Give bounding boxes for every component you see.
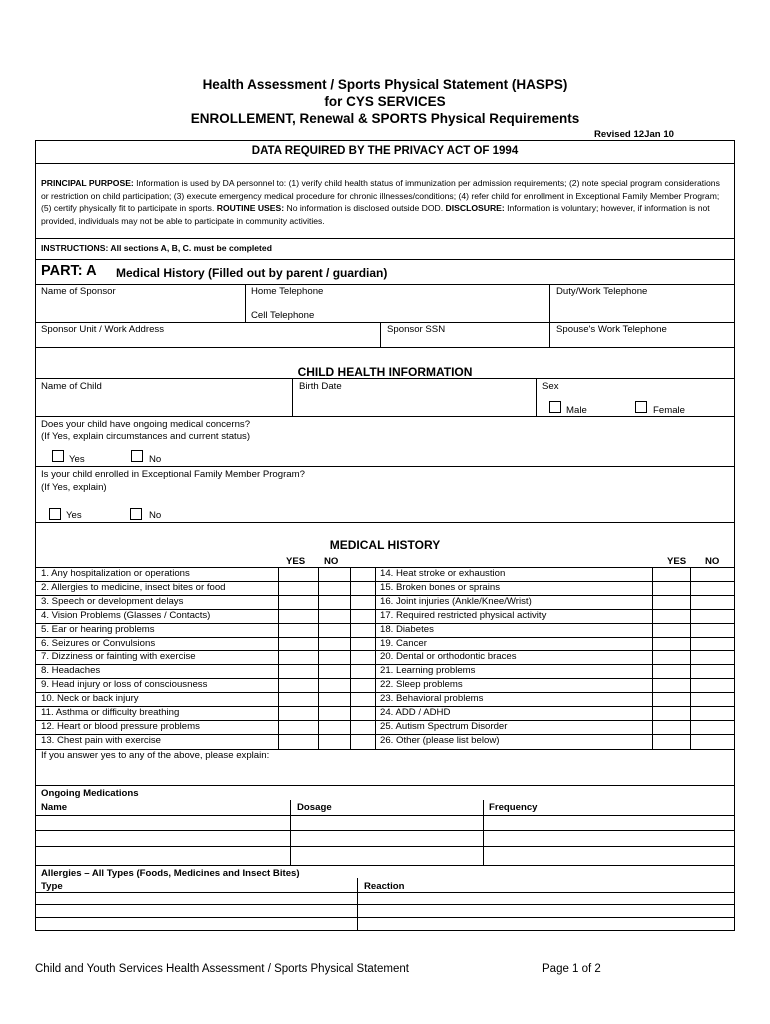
efmp-yes-checkbox[interactable] [49,508,61,520]
answer-no-cell[interactable] [691,596,734,609]
answer-yes-cell[interactable] [653,707,690,720]
yes-column-header-right: YES [667,556,687,567]
answer-yes-cell[interactable] [279,610,318,623]
allergy-reaction-header: Reaction [364,881,405,892]
explain-prompt: If you answer yes to any of the above, please explain: [41,750,270,761]
medical-history-item: 15. Broken bones or sprains [380,581,500,593]
medical-history-item: 9. Head injury or loss of consciousness [41,679,208,691]
medical-history-item: 24. ADD / ADHD [380,707,451,718]
medical-concerns-question: Does your child have ongoing medical concerns? [41,419,251,430]
medication-dosage-header: Dosage [297,802,332,813]
answer-no-cell[interactable] [691,693,734,706]
answer-no-cell[interactable] [691,624,734,637]
answer-no-cell[interactable] [319,568,350,581]
sex-label: Sex [542,381,559,392]
footer-title: Child and Youth Services Health Assessment / Sports Physical Statement [35,963,409,975]
yes-column-header-left: YES [286,556,306,567]
medical-history-item: 11. Asthma or difficulty breathing [41,707,180,718]
instructions: INSTRUCTIONS: All sections A, B, C. must be completed [41,243,272,253]
answer-yes-cell[interactable] [279,693,318,706]
revision-date: Revised 12Jan 10 [594,129,675,140]
male-label: Male [566,405,587,416]
sponsor-ssn-field[interactable]: Sponsor SSN [387,324,446,335]
answer-no-cell[interactable] [319,735,350,748]
disclosure-text: Information is voluntary; however, if information is not provided, individuals may not be able to participate in community activities. [41,203,710,226]
medical-history-item: 25. Autism Spectrum Disorder [380,720,508,732]
answer-yes-cell[interactable] [279,638,318,651]
purpose-text: Information is used by DA personnel to: (1) verify child health status of immunization per admission requirements; (2) note special program considerations or restriction on child participation; (3) execute emergency medical procedure for chronic illnesses/conditions; (4) refer child for enrollment in Exceptional Family Member Program; (5) certify physically fit to participate in sports. [41,178,720,213]
answer-yes-cell[interactable] [653,735,690,748]
answer-no-cell[interactable] [319,596,350,609]
form-title-line-2: for CYS SERVICES [324,94,446,109]
answer-no-cell[interactable] [691,610,734,623]
answer-no-cell[interactable] [691,568,734,581]
answer-no-cell[interactable] [319,707,350,720]
answer-no-cell[interactable] [691,679,734,692]
answer-no-cell[interactable] [691,707,734,720]
medical-history-item: 16. Joint injuries (Ankle/Knee/Wrist) [380,595,532,607]
medical-concerns-hint: (If Yes, explain circumstances and current status) [41,431,251,442]
answer-no-cell[interactable] [691,638,734,651]
answer-no-cell[interactable] [691,582,734,595]
answer-yes-cell[interactable] [279,596,318,609]
medical-history-item: 12. Heart or blood pressure problems [41,720,200,732]
answer-no-cell[interactable] [319,693,350,706]
answer-no-cell[interactable] [691,735,734,748]
medical-history-item: 2. Allergies to medicine, insect bites or food [41,581,226,593]
efmp-hint: (If Yes, explain) [41,482,107,493]
medical-history-item: 6. Seizures or Convulsions [41,637,156,649]
sponsor-name-field[interactable]: Name of Sponsor [41,286,116,297]
medical-history-item: 10. Neck or back injury [41,693,139,705]
privacy-act-title: DATA REQUIRED BY THE PRIVACY ACT OF 1994 [251,145,519,157]
no-column-header-left: NO [324,556,339,567]
spouse-work-telephone-field[interactable]: Spouse's Work Telephone [556,324,667,335]
medication-name-header: Name [41,802,68,813]
answer-yes-cell[interactable] [653,651,690,664]
efmp-yes-label: Yes [66,510,82,521]
medical-history-item: 5. Ear or hearing problems [41,623,155,635]
medical-history-title: MEDICAL HISTORY [329,538,441,552]
medical-history-item: 7. Dizziness or fainting with exercise [41,651,196,663]
medical-history-item: 23. Behavioral problems [380,693,484,705]
female-label: Female [653,405,685,416]
child-name-field[interactable]: Name of Child [41,381,102,392]
medical-history-item: 4. Vision Problems (Glasses / Contacts) [41,609,211,621]
allergies-title: Allergies – All Types (Foods, Medicines and Insect Bites) [41,868,300,879]
medical-history-item: 19. Cancer [380,637,427,649]
concerns-yes-label: Yes [69,454,85,465]
medical-history-item: 26. Other (please list below) [380,734,500,746]
answer-yes-cell[interactable] [279,679,318,692]
child-health-title: CHILD HEALTH INFORMATION [297,365,473,379]
medical-history-item: 20. Dental or orthodontic braces [380,651,517,663]
privacy-statement [41,177,729,227]
answer-yes-cell[interactable] [653,582,690,595]
part-a-label: PART: A [41,263,97,279]
duty-telephone-field[interactable]: Duty/Work Telephone [556,286,648,297]
concerns-no-checkbox[interactable] [131,450,143,462]
answer-no-cell[interactable] [319,624,350,637]
answer-yes-cell[interactable] [653,638,690,651]
concerns-no-label: No [149,454,162,465]
answer-yes-cell[interactable] [653,610,690,623]
answer-yes-cell[interactable] [279,568,318,581]
answer-no-cell[interactable] [319,651,350,664]
answer-no-cell[interactable] [691,665,734,678]
allergy-type-header: Type [41,881,63,892]
form-title-line-3: ENROLLEMENT, Renewal & SPORTS Physical Requirements [190,111,580,126]
sponsor-unit-address-field[interactable]: Sponsor Unit / Work Address [41,324,164,335]
answer-no-cell[interactable] [691,721,734,734]
answer-yes-cell[interactable] [279,582,318,595]
answer-no-cell[interactable] [319,610,350,623]
answer-no-cell[interactable] [319,679,350,692]
medical-history-item: 3. Speech or development delays [41,595,184,607]
medical-history-item: 14. Heat stroke or exhaustion [380,568,506,579]
answer-yes-cell[interactable] [653,721,690,734]
medical-history-item: 18. Diabetes [380,623,434,635]
male-checkbox[interactable] [549,401,561,413]
routine-uses-label: ROUTINE USES: [216,203,285,213]
answer-yes-cell[interactable] [653,568,690,581]
answer-yes-cell[interactable] [653,624,690,637]
answer-yes-cell[interactable] [653,679,690,692]
answer-yes-cell[interactable] [653,693,690,706]
medications-title: Ongoing Medications [41,788,139,799]
answer-yes-cell[interactable] [279,721,318,734]
answer-yes-cell[interactable] [279,707,318,720]
birth-date-field[interactable]: Birth Date [299,381,342,392]
medication-frequency-header: Frequency [489,802,538,813]
disclosure-label: DISCLOSURE: [445,203,505,213]
medical-history-item: 17. Required restricted physical activity [380,609,547,621]
medical-history-item: 22. Sleep problems [380,679,463,691]
routine-uses-text: No information is disclosed outside DOD. [284,203,446,213]
efmp-no-checkbox[interactable] [130,508,142,520]
answer-no-cell[interactable] [319,582,350,595]
page-number: Page 1 of 2 [542,963,601,975]
answer-no-cell[interactable] [319,721,350,734]
answer-yes-cell[interactable] [279,735,318,748]
no-column-header-right: NO [705,556,720,567]
answer-yes-cell[interactable] [653,596,690,609]
female-checkbox[interactable] [635,401,647,413]
answer-no-cell[interactable] [319,638,350,651]
medical-history-item: 8. Headaches [41,665,101,677]
efmp-no-label: No [149,510,162,521]
answer-yes-cell[interactable] [279,651,318,664]
medical-history-item: 1. Any hospitalization or operations [41,568,190,579]
answer-no-cell[interactable] [319,665,350,678]
answer-no-cell[interactable] [691,651,734,664]
answer-yes-cell[interactable] [279,665,318,678]
home-telephone-field[interactable]: Home Telephone [251,286,324,297]
answer-yes-cell[interactable] [653,665,690,678]
medical-history-item: 13. Chest pain with exercise [41,734,161,746]
purpose-label: PRINCIPAL PURPOSE: [41,178,134,188]
form-title-line-1: Health Assessment / Sports Physical Statement (HASPS) [202,77,568,92]
cell-telephone-field[interactable]: Cell Telephone [251,310,315,321]
answer-yes-cell[interactable] [279,624,318,637]
concerns-yes-checkbox[interactable] [52,450,64,462]
medical-history-item: 21. Learning problems [380,665,476,677]
part-a-title: Medical History (Filled out by parent / guardian) [116,266,388,280]
efmp-question: Is your child enrolled in Exceptional Family Member Program? [41,469,305,480]
